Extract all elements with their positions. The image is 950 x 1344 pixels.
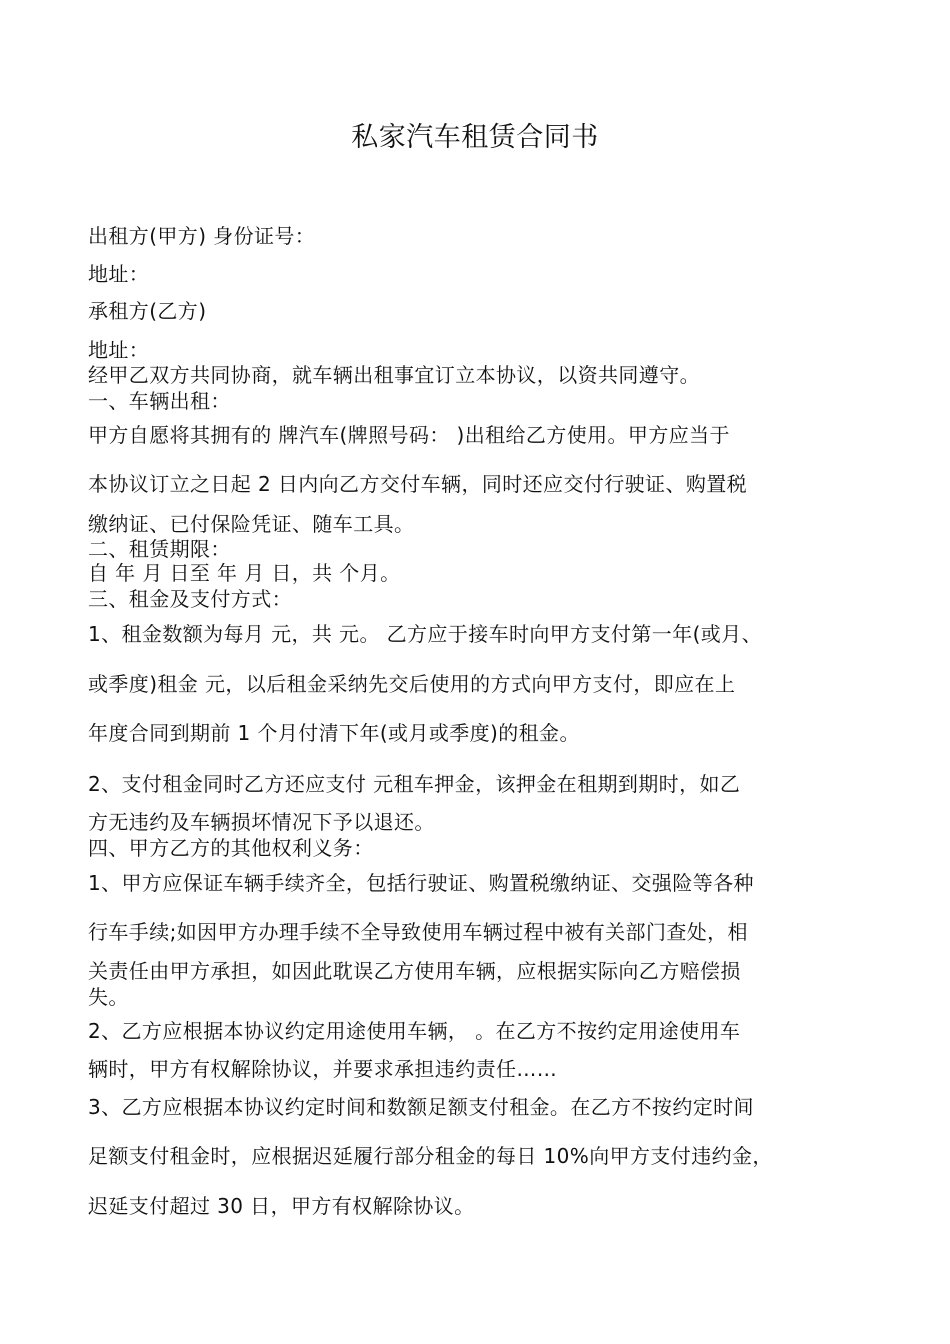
preamble-line: 经甲乙双方共同协商，就车辆出租事宜订立本协议，以资共同遵守。 xyxy=(88,363,700,387)
section-heading-2: 二、租赁期限： xyxy=(88,537,231,561)
paragraph-line: 1、甲方应保证车辆手续齐全，包括行驶证、购置税缴纳证、交强险等各种 xyxy=(88,871,754,895)
paragraph-line: 或季度)租金 元，以后租金采纳先交后使用的方式向甲方支付，即应在上 xyxy=(88,672,736,696)
paragraph-line: 方无违约及车辆损坏情况下予以退还。 xyxy=(88,810,435,834)
paragraph-line: 缴纳证、已付保险凭证、随车工具。 xyxy=(88,512,415,536)
paragraph-line: 1、租金数额为每月 元，共 元。 乙方应于接车时向甲方支付第一年(或月、 xyxy=(88,622,762,646)
section-heading-3: 三、租金及支付方式： xyxy=(88,587,292,611)
lessor-id-line: 出租方(甲方) 身份证号： xyxy=(88,224,316,248)
paragraph-line: 关责任由甲方承担，如因此耽误乙方使用车辆，应根据实际向乙方赔偿损 xyxy=(88,959,741,983)
section-heading-1: 一、车辆出租： xyxy=(88,389,231,413)
paragraph-line: 2、乙方应根据本协议约定用途使用车辆， 。在乙方不按约定用途使用车 xyxy=(88,1019,741,1043)
lease-period-line: 自 年 月 日至 年 月 日，共 个月。 xyxy=(88,561,401,585)
paragraph-line: 本协议订立之日起 2 日内向乙方交付车辆，同时还应交付行驶证、购置税 xyxy=(88,472,748,496)
paragraph-line: 甲方自愿将其拥有的 牌汽车(牌照号码： )出租给乙方使用。甲方应当于 xyxy=(88,423,730,447)
document-title: 私家汽车租赁合同书 xyxy=(351,122,599,153)
paragraph-line: 迟延支付超过 30 日，甲方有权解除协议。 xyxy=(88,1194,475,1218)
paragraph-line: 2、支付租金同时乙方还应支付 元租车押金，该押金在租期到期时，如乙 xyxy=(88,772,741,796)
lessor-address-line: 地址： xyxy=(88,262,150,286)
lessee-address-line: 地址： xyxy=(88,338,150,362)
lessee-line: 承租方(乙方) xyxy=(88,299,207,323)
paragraph-line: 失。 xyxy=(88,985,129,1009)
paragraph-line: 3、乙方应根据本协议约定时间和数额足额支付租金。在乙方不按约定时间 xyxy=(88,1095,754,1119)
section-heading-4: 四、甲方乙方的其他权利义务： xyxy=(88,836,374,860)
paragraph-line: 辆时，甲方有权解除协议，并要求承担违约责任…… xyxy=(88,1057,558,1081)
paragraph-line: 足额支付租金时，应根据迟延履行部分租金的每日 10%向甲方支付违约金， xyxy=(88,1144,773,1168)
paragraph-line: 年度合同到期前 1 个月付清下年(或月或季度)的租金。 xyxy=(88,721,580,745)
paragraph-line: 行车手续;如因甲方办理手续不全导致使用车辆过程中被有关部门查处，相 xyxy=(88,920,748,944)
